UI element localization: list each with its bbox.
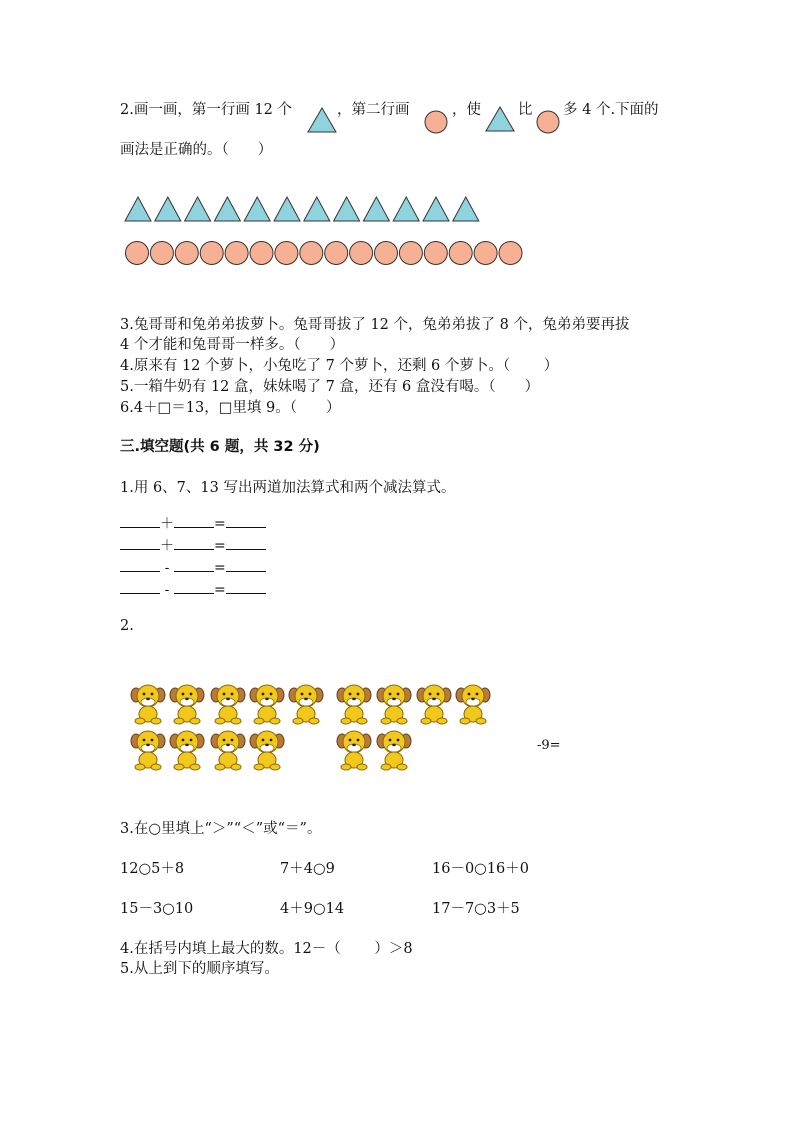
- dog-icon: [130, 682, 166, 726]
- circle-icon: [225, 242, 248, 265]
- triangle-icon: [307, 107, 337, 133]
- dog-icon: [130, 728, 166, 772]
- dog-icon: [169, 728, 205, 772]
- operator: ＋: [160, 538, 174, 554]
- dog-icon: [376, 728, 412, 772]
- fill2-label: 2.: [120, 618, 134, 634]
- circle-icon: [499, 242, 522, 265]
- circle-icon: [200, 242, 223, 265]
- dog-icon: [169, 682, 205, 726]
- dog-icon: [336, 682, 372, 726]
- dog-icon: [210, 682, 246, 726]
- equals-sign: =: [214, 516, 226, 532]
- circle-icon: [375, 242, 398, 265]
- circle-icon: [275, 242, 298, 265]
- compare-item: 16－0○16＋0: [432, 861, 530, 877]
- compare-item: 4＋9○14: [280, 901, 345, 917]
- equals-sign: =: [214, 560, 226, 576]
- operator: -: [164, 582, 170, 598]
- dog-icon: [455, 682, 491, 726]
- triangle-icon: [485, 106, 515, 132]
- dog-icon: [249, 682, 285, 726]
- triangle-row: [124, 196, 484, 224]
- answer-blank[interactable]: [226, 535, 266, 550]
- triangle-icon: [334, 197, 360, 221]
- equation-row: [120, 535, 266, 555]
- q2-text-part2: ，第二行画: [337, 102, 410, 118]
- answer-blank[interactable]: [226, 579, 266, 594]
- dog-icon: [336, 728, 372, 772]
- triangle-icon: [185, 197, 211, 221]
- circle-icon: [300, 242, 323, 265]
- fill5-text: 5.从上到下的顺序填写。: [120, 961, 279, 977]
- dog-icon: [249, 728, 285, 772]
- triangle-icon: [274, 197, 300, 221]
- fill1-prompt: 1.用 6、7、13 写出两道加法算式和两个减法算式。: [120, 480, 456, 496]
- circle-icon: [150, 242, 173, 265]
- answer-blank[interactable]: [174, 535, 214, 550]
- answer-blank[interactable]: [120, 535, 160, 550]
- operator: ＋: [160, 516, 174, 532]
- section-title: 三.填空题(共 6 题，共 32 分): [120, 439, 320, 455]
- triangle-icon: [423, 197, 449, 221]
- q5-text: 5.一箱牛奶有 12 盒，妹妹喝了 7 盒，还有 6 盒没有喝。（ ）: [120, 379, 540, 395]
- compare-item: 7＋4○9: [280, 861, 335, 877]
- q2-text-part3: ，使: [452, 102, 481, 118]
- q6-text: 6.4＋□＝13，□里填 9。（ ）: [120, 400, 341, 416]
- q2-text-part4: 比: [518, 102, 533, 118]
- answer-blank[interactable]: [226, 513, 266, 528]
- triangle-icon: [244, 197, 270, 221]
- dog-icon: [416, 682, 452, 726]
- equation-row: [120, 579, 266, 598]
- equation-row: [120, 513, 266, 533]
- dog-icon: [210, 728, 246, 772]
- answer-blank[interactable]: [120, 557, 160, 572]
- equation-row: [120, 557, 266, 576]
- circle-icon: [474, 242, 497, 265]
- compare-item: 17－7○3＋5: [432, 901, 520, 917]
- q2-text-part1: 2.画一画，第一行画 12 个: [120, 102, 293, 118]
- dog-icon: [376, 682, 412, 726]
- equals-sign: =: [214, 538, 226, 554]
- dog-icon: [288, 682, 324, 726]
- answer-blank[interactable]: [174, 579, 214, 594]
- triangle-icon: [363, 197, 389, 221]
- fill4-text: 4.在括号内填上最大的数。12－（ ）＞8: [120, 941, 413, 957]
- q4-text: 4.原来有 12 个萝卜，小兔吃了 7 个萝卜，还剩 6 个萝卜。（ ）: [120, 358, 559, 374]
- equals-sign: =: [214, 582, 226, 598]
- answer-blank[interactable]: [120, 579, 160, 594]
- compare-item: 12○5＋8: [120, 861, 185, 877]
- answer-blank[interactable]: [174, 513, 214, 528]
- circle-icon: [350, 242, 373, 265]
- circle-icon: [536, 110, 560, 134]
- triangle-icon: [453, 197, 479, 221]
- q2-line2: 画法是正确的。（ ）: [120, 142, 273, 158]
- q3-line2: 4 个才能和兔哥哥一样多。（ ）: [120, 337, 345, 353]
- triangle-icon: [304, 197, 330, 221]
- circle-row: [124, 240, 526, 268]
- answer-blank[interactable]: [174, 557, 214, 572]
- operator: -: [164, 560, 170, 576]
- circle-icon: [424, 242, 447, 265]
- triangle-icon: [214, 197, 240, 221]
- triangle-icon: [125, 197, 151, 221]
- circle-icon: [449, 242, 472, 265]
- circle-icon: [424, 110, 448, 134]
- answer-blank[interactable]: [120, 513, 160, 528]
- circle-icon: [325, 242, 348, 265]
- triangle-icon: [393, 197, 419, 221]
- fill2-tail: -9=: [537, 738, 561, 753]
- compare-item: 15－3○10: [120, 901, 194, 917]
- circle-icon: [250, 242, 273, 265]
- circle-icon: [175, 242, 198, 265]
- triangle-icon: [155, 197, 181, 221]
- circle-icon: [399, 242, 422, 265]
- answer-blank[interactable]: [226, 557, 266, 572]
- circle-icon: [126, 242, 149, 265]
- fill3-prompt: 3.在○里填上“＞”“＜”或“＝”。: [120, 821, 322, 837]
- q2-text-part5: 多 4 个.下面的: [563, 102, 659, 118]
- q3-line1: 3.兔哥哥和兔弟弟拔萝卜。兔哥哥拔了 12 个，兔弟弟拔了 8 个，兔弟弟要再拔: [120, 317, 630, 333]
